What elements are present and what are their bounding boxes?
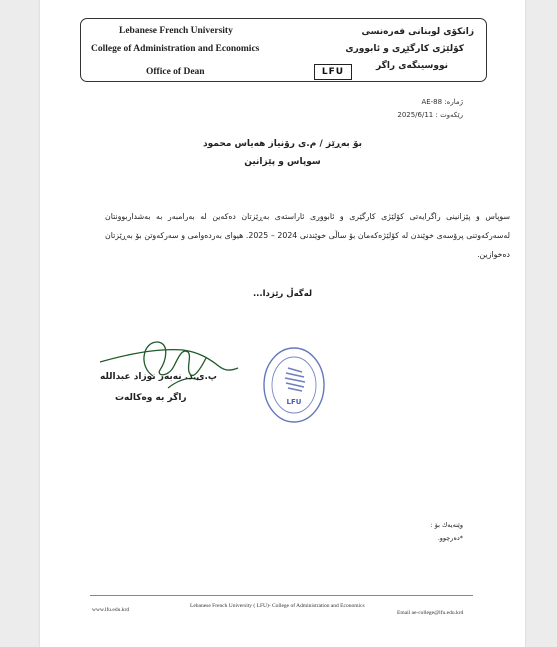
footer-email: Email ae-college@lfu.edu.krd [397, 610, 464, 616]
cc-item: *دەرچوو. [437, 534, 463, 542]
letter-recipient: بۆ بەڕێز / م.ی رۆنیاز هەیاس محمود [203, 139, 362, 149]
college-name-en: College of Administration and Economics [91, 44, 260, 54]
footer-center-text: Lebanese French University ( LFU)- College of Administration and Economics [190, 603, 365, 609]
cc-heading: وێنەیەك بۆ : [430, 521, 463, 529]
letterhead [80, 18, 487, 82]
letter-subject: سوپاس و پێزانین [244, 157, 321, 167]
official-stamp [262, 346, 326, 424]
letter-closing: لەگەڵ رێزدا... [252, 289, 313, 299]
lfu-logo [314, 64, 352, 80]
letter-page [40, 0, 525, 647]
office-name-ku: نووسینگەی راگر [376, 61, 448, 71]
stamp-center-text: LFU [286, 398, 302, 406]
college-name-ku: كۆلێژی كارگێڕی و ئابووری [345, 44, 464, 54]
university-name-en: Lebanese French University [119, 26, 233, 36]
lfu-logo-text: LFU [321, 67, 345, 77]
footer-website: www.lfu.edu.krd [92, 607, 130, 613]
letter-body: سوپاس و پێزانینی راگرایەتی كۆلێژی كارگێری و ئابووری ئاراستەی بەڕێزتان دەكەین لە بەرامبەر بە بەشداربوونتان لەسەركەوتنی پرۆسەی خوێندن لە كۆلێژەكەمان بۆ ساڵی خوێندنی 2024 – 2025. هیوای بەردەوامی و سەركەوتن بۆ بەڕێزتان دەخوازین. [105, 212, 510, 259]
letter-date: رێكەوت : 2025/6/11 [397, 111, 463, 119]
university-name-ku: زانكۆی لوبنانی فەرەنسی [361, 27, 474, 37]
signatory-title: راگر بە وەكالەت [115, 393, 187, 403]
footer-divider [90, 595, 473, 596]
signatory-name: پ.ی.د. نەبەز نوزاد عبدالله [100, 372, 217, 382]
signature-image [98, 336, 248, 396]
office-name-en: Office of Dean [146, 67, 205, 77]
letter-number: ژمارە: AE-88 [421, 98, 463, 106]
